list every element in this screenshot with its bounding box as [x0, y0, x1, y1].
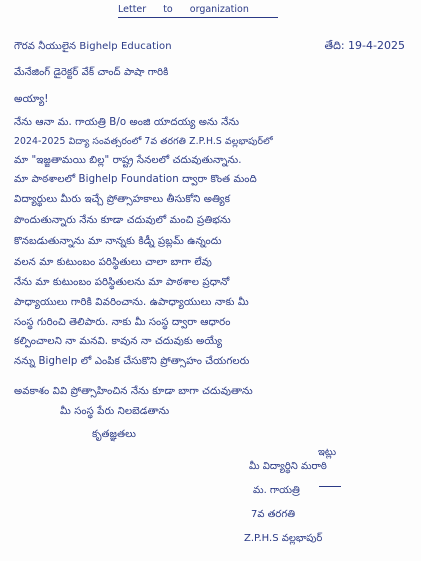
- body-line: విద్యార్థులు మీరు ఇచ్చే ప్రోత్సాహకాలు తీసుకోని అత్యిక: [14, 194, 231, 205]
- body-line: పొందుతున్నారు నేను కూడా చదువులో మంచి ప్రతిభను: [14, 215, 231, 226]
- header-word-letter: Letter: [118, 4, 147, 15]
- header-word-to: to: [163, 4, 173, 15]
- salutation-line-1: గౌరవ నీయులైన Bighelp Education: [14, 41, 172, 52]
- closing-thanks: కృతజ్ఞతలు: [92, 429, 136, 440]
- signature-heading: ఇట్లు: [318, 447, 337, 458]
- body-line: నేను ఆనా మ. గాయత్రి B/o అంజి యాదయ్య అను నేను: [14, 117, 240, 128]
- body-line: అవకాశం వివి ప్రోత్సాహించిన నేను కూడా బాగా చదువుతాను: [14, 386, 253, 397]
- signature-line-1: మీ విద్యార్థిని మరాఠి: [249, 461, 327, 472]
- body-line: మా పాఠశాలలో Bighelp Foundation ద్వారా కొంత మంది: [14, 174, 257, 185]
- body-line: నేను మా కుటుంబం పరిస్థితులను మా పాఠశాల ప్రధానో: [14, 277, 230, 288]
- body-line: కల్పించాలని నా మనవి. కావున నా చదువుకు అయ్యే: [14, 336, 223, 347]
- signature-line-3: 7వ తరగతి: [251, 509, 296, 520]
- header-underline: [118, 17, 278, 18]
- body-line: సంస్థ గురించి తెలిపారు. నాకు మీ సంస్థ ద్వారా ఆధారం: [14, 317, 231, 328]
- greeting: అయ్యా!: [14, 93, 49, 105]
- letter-date: తేది: 19-4-2025: [324, 39, 405, 52]
- salutation-line-2: మేనేజింగ్ డైరెక్టర్ వేక్ చాంద్ పాషా గారికి: [14, 67, 169, 78]
- body-line: మీ సంస్థ పేరు నిలబెడతాను: [60, 406, 170, 417]
- body-line: మా "ఇజ్జతామయి బిల్ల" రాష్ట్ర సేనలలో చదువుతున్నాను.: [14, 155, 242, 166]
- body-line: పాధ్యాయులు గారికి వివరించాను. ఉపాధ్యాయులు నాకు మీ: [14, 297, 249, 308]
- signature-line-4: Z.P.H.S వల్లభాపుర్: [244, 533, 323, 544]
- body-line: 2024-2025 విద్యా సంవత్సరంలో 7వ తరగతి Z.P.H.S వల్లభాపుర్‌లో: [14, 136, 273, 147]
- body-line: నన్ను Bighelp లో ఎంపిక చేసుకొని ప్రోత్సాహం చేయగలరు: [14, 356, 250, 367]
- signature-line-2: మ. గాయత్రి: [253, 485, 300, 496]
- letter-header: [118, 5, 263, 15]
- header-word-organization: organization: [189, 4, 249, 15]
- body-line: వలన మా కుటుంబం పరిస్థితులు చాలా బాగా లేవు: [14, 257, 212, 268]
- signature-mark: [319, 476, 341, 487]
- body-line: కొనబడుతున్నాను మా నాన్నకు కిడ్నీ ప్రబ్లమ్ ఉన్నందు: [14, 236, 222, 247]
